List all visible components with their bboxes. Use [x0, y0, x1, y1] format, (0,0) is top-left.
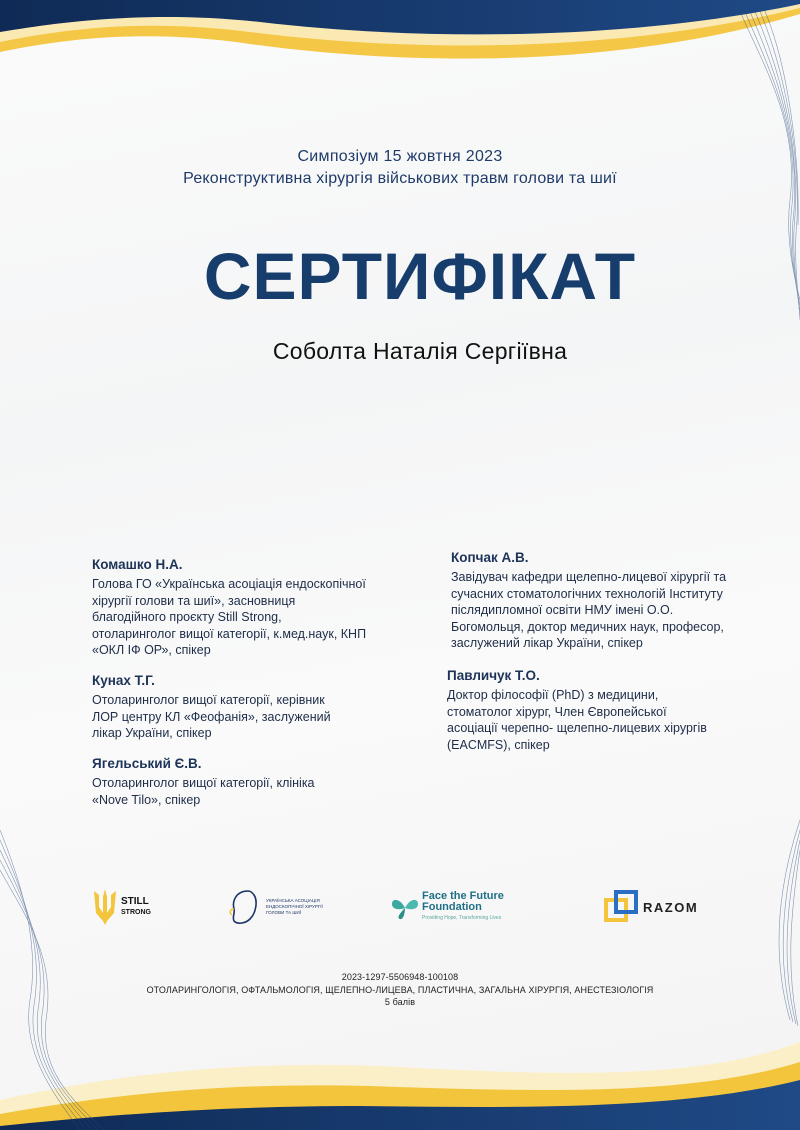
speaker-description: Отоларинголог вищої категорії, керівник ЛОР центру КЛ «Феофанія», заслужений лікар України, спікер [92, 693, 331, 740]
speaker-name: Комашко Н.А. [92, 557, 183, 572]
face-the-future-logo: Face the Future Foundation Providing Hope, Transforming Lives [390, 884, 550, 930]
points: 5 балів [384, 997, 416, 1007]
speaker-komashko [92, 556, 366, 659]
speaker-name: Павличук Т.О. [447, 668, 540, 683]
symposium-header [0, 146, 800, 190]
still-strong-logo: STILL STRONG [92, 884, 162, 930]
certificate-footer [0, 971, 800, 1009]
speaker-kopchak [451, 549, 726, 652]
symposium-title: Реконструктивна хірургія військових травм голови та шиї [183, 170, 617, 187]
razom-squares-icon [604, 890, 638, 924]
speaker-pavlychuk [447, 667, 707, 753]
speaker-description: Доктор філософії (PhD) з медицини, стоматолог хірург, Член Європейської асоціації черепно- щелепно-лицевих хірургів (EACMFS), спікер [447, 688, 707, 752]
recipient-name: Соболта Наталія Сергіївна [272, 338, 568, 364]
head-profile-icon [226, 887, 262, 927]
speaker-description: Завідувач кафедри щелепно-лицевої хірургії та сучасних стоматологічних технологій Інституту післядипломної освіти НМУ імені О.О. Богомольця, доктор медичних наук, професор, заслужений лікар України, спікер [451, 570, 727, 650]
association-logo: УКРАЇНСЬКА АСОЦІАЦІЯ ЕНДОСКОПІЧНОЇ ХІРУРГІЇ ГОЛОВИ ТА ШИЇ [226, 884, 346, 930]
partner-logos [0, 884, 800, 934]
butterfly-icon [390, 892, 420, 922]
speaker-name: Кунах Т.Г. [92, 673, 155, 688]
speaker-name: Копчак А.В. [451, 550, 529, 565]
certificate-code: 2023-1297-5506948-100108 [341, 972, 459, 982]
speaker-description: Голова ГО «Українська асоціація ендоскопічної хірургії голови та шиї», засновниця благодійного проєкту Still Strong, отоларинголог вищої категорії, к.мед.наук, КНП «ОКЛ ІФ ОР», спікер [92, 577, 367, 657]
certificate-title: СЕРТИФІКАТ [203, 239, 637, 313]
speaker-description: Отоларинголог вищої категорії, клініка «Nove Tilo», спікер [92, 776, 315, 807]
trident-icon [92, 887, 118, 927]
razom-logo: RAZOM [604, 884, 714, 930]
specialties: ОТОЛАРИНГОЛОГІЯ, ОФТАЛЬМОЛОГІЯ, ЩЕЛЕПНО-ЛИЦЕВА, ПЛАСТИЧНА, ЗАГАЛЬНА ХІРУРГІЯ, АНЕСТЕЗІОЛОГІЯ [146, 984, 654, 995]
speaker-kunakh [92, 672, 331, 742]
symposium-date: Симпозіум 15 жовтня 2023 [297, 148, 503, 165]
speaker-yahelskyi [92, 755, 315, 808]
speaker-name: Ягельський Є.В. [92, 756, 202, 771]
